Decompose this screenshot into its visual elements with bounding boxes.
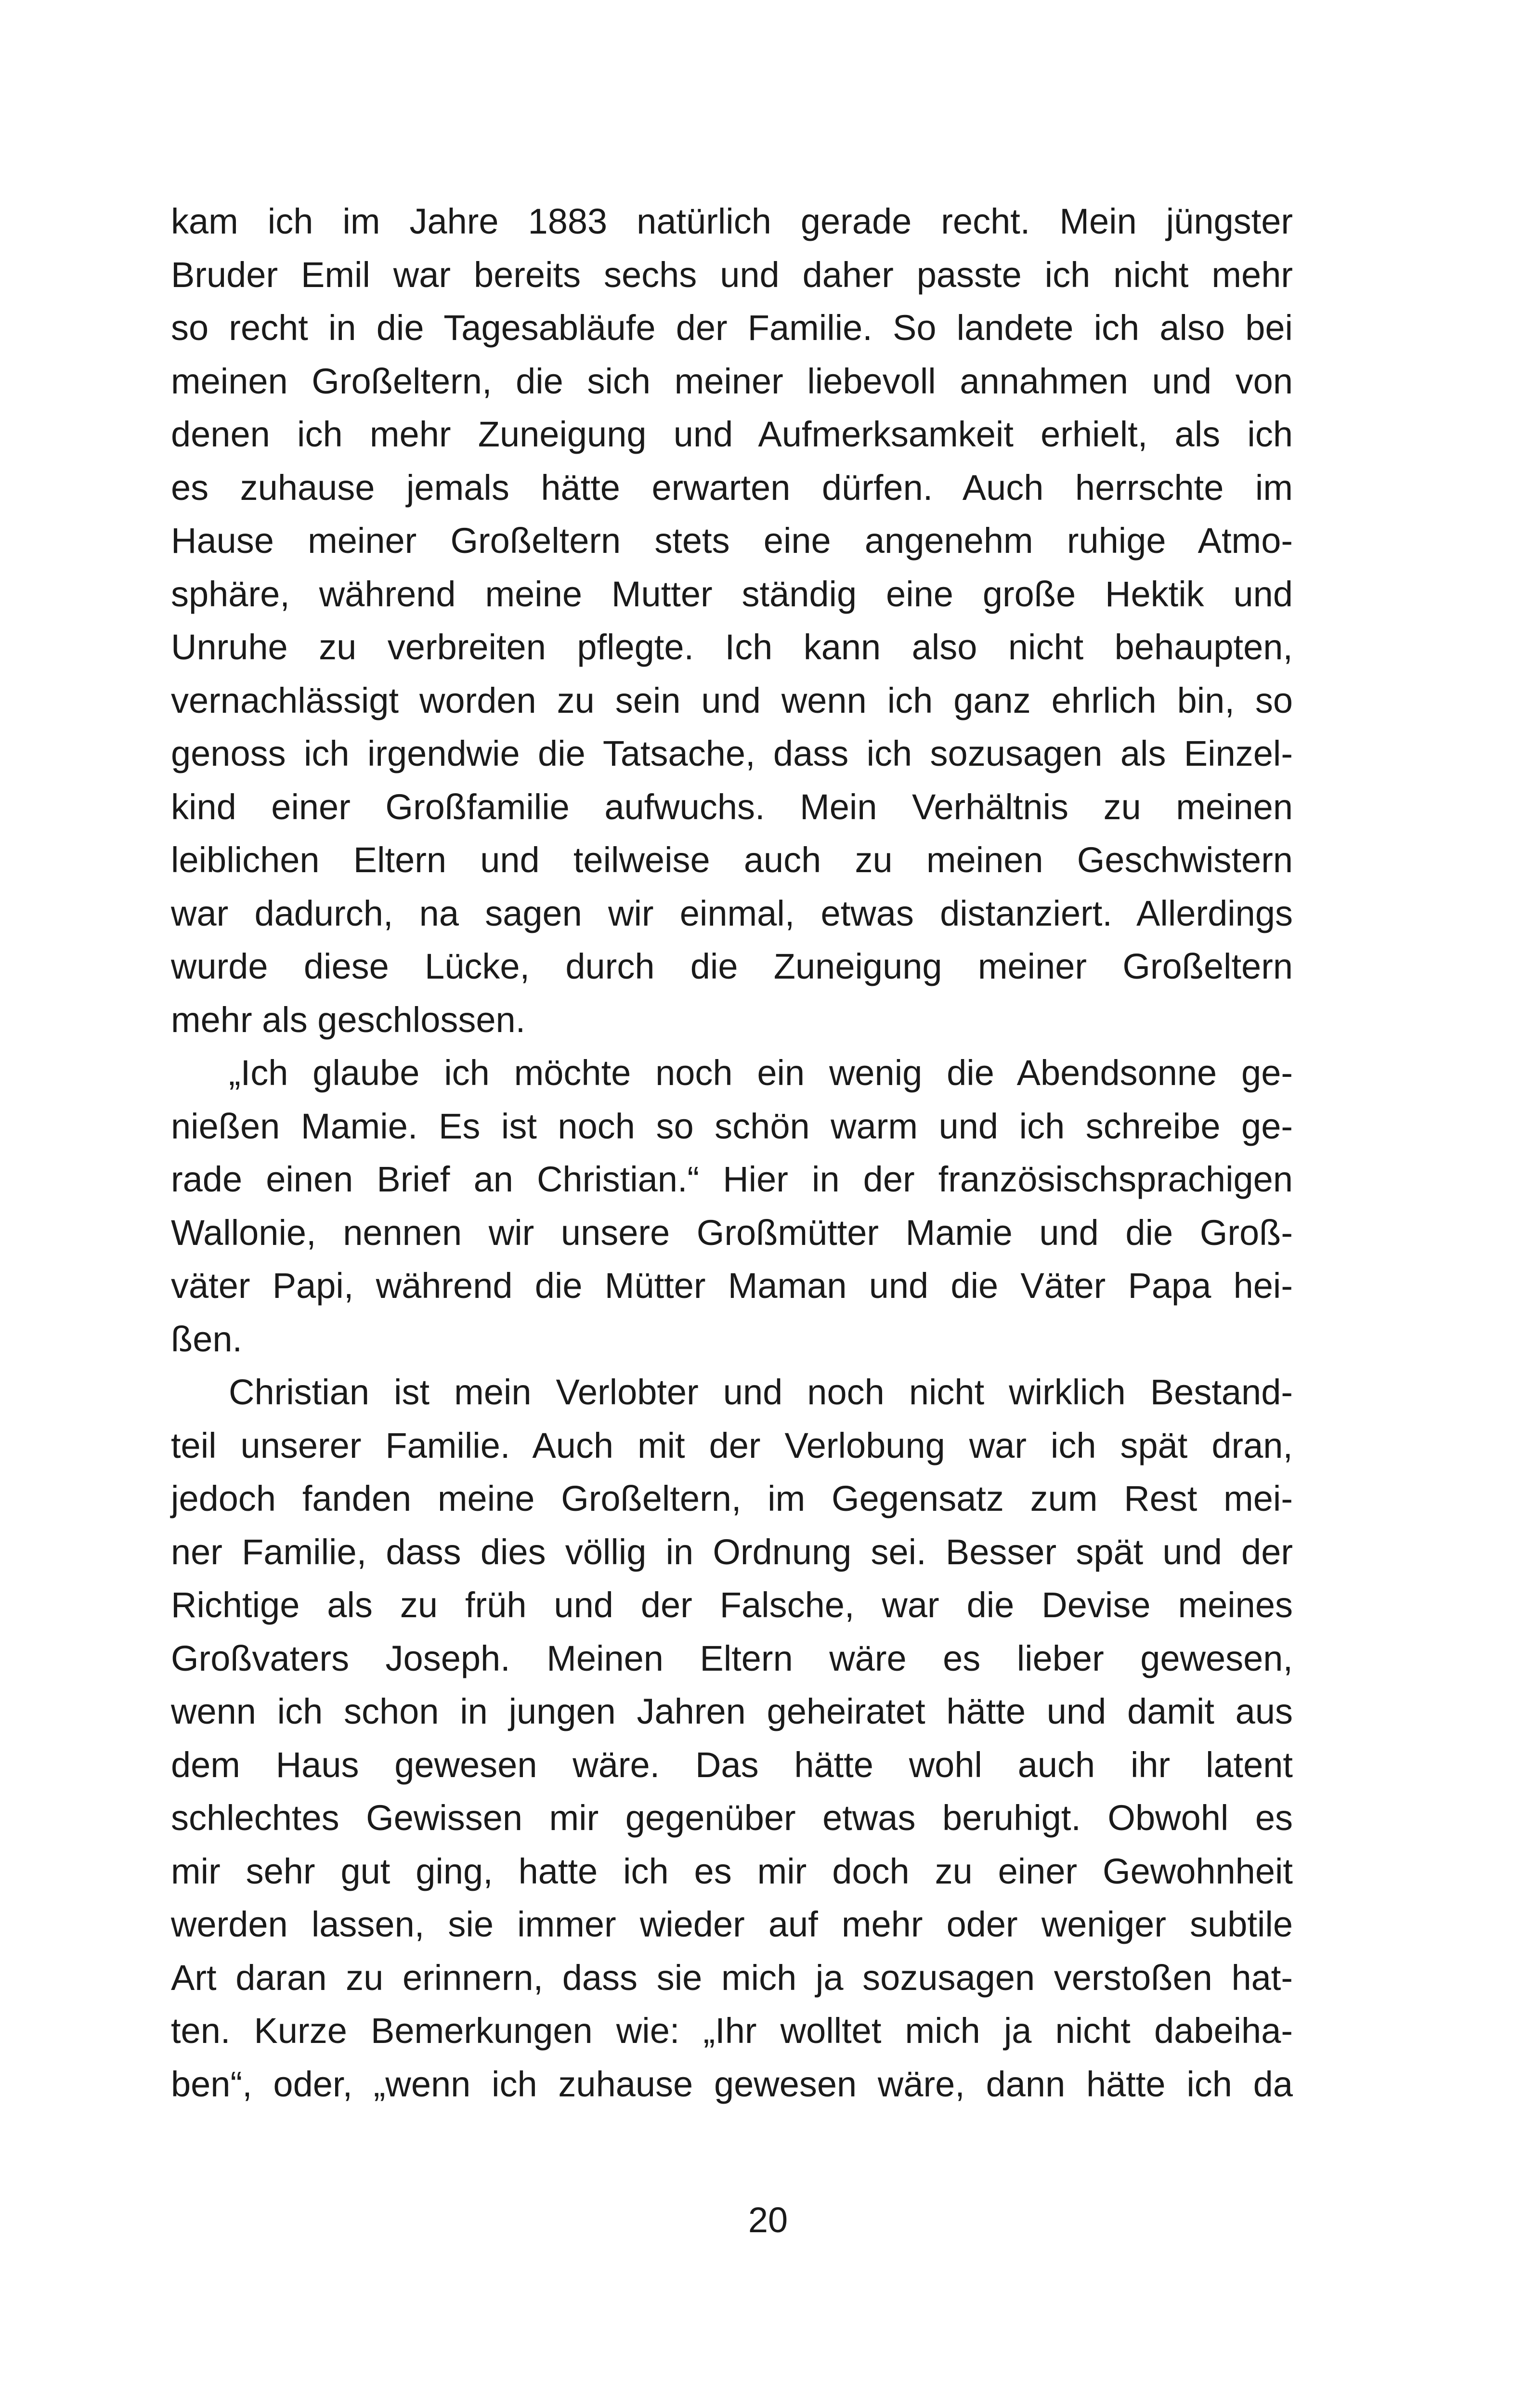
page-number: 20 xyxy=(748,2200,788,2240)
text-line: nießen Mamie. Es ist noch so schön warm und ich schreibe ge- xyxy=(171,1106,1293,1146)
text-line: sphäre, während meine Mutter ständig eine große Hektik und xyxy=(171,574,1293,614)
paragraph xyxy=(171,1366,1293,2111)
text-line: Unruhe zu verbreiten pflegte. Ich kann also nicht behaupten, xyxy=(171,627,1293,667)
text-line: Bruder Emil war bereits sechs und daher passte ich nicht mehr xyxy=(171,254,1293,295)
paragraph xyxy=(171,195,1293,1047)
text-line: Art daran zu erinnern, dass sie mich ja sozusagen verstoßen hat- xyxy=(171,1957,1293,1998)
text-line: Christian ist mein Verlobter und noch nicht wirklich Bestand- xyxy=(229,1372,1293,1412)
text-line: teil unserer Familie. Auch mit der Verlobung war ich spät dran, xyxy=(171,1425,1293,1466)
text-line: jedoch fanden meine Großeltern, im Gegensatz zum Rest mei- xyxy=(171,1479,1293,1518)
text-line: war dadurch, na sagen wir einmal, etwas distanziert. Allerdings xyxy=(171,893,1293,933)
text-line: werden lassen, sie immer wieder auf mehr oder weniger subtile xyxy=(171,1904,1293,1944)
text-line: es zuhause jemals hätte erwarten dürfen. Auch herrschte im xyxy=(171,467,1293,508)
text-line: kam ich im Jahre 1883 natürlich gerade recht. Mein jüngster xyxy=(171,201,1293,241)
text-line: meinen Großeltern, die sich meiner liebevoll annahmen und von xyxy=(171,361,1293,401)
text-line: rade einen Brief an Christian.“ Hier in der französischsprachigen xyxy=(171,1159,1293,1199)
text-line: dem Haus gewesen wäre. Das hätte wohl auch ihr latent xyxy=(171,1744,1293,1785)
text-line: „Ich glaube ich möchte noch ein wenig die Abendsonne ge- xyxy=(229,1053,1293,1093)
text-line: ben“, oder, „wenn ich zuhause gewesen wäre, dann hätte ich da xyxy=(171,2064,1293,2104)
text-line: Hause meiner Großeltern stets eine angenehm ruhige Atmo- xyxy=(171,521,1293,561)
text-line: kind einer Großfamilie aufwuchs. Mein Verhältnis zu meinen xyxy=(171,786,1293,827)
text-line: Wallonie, nennen wir unsere Großmütter Mamie und die Groß- xyxy=(171,1212,1293,1253)
text-line: wurde diese Lücke, durch die Zuneigung meiner Großeltern xyxy=(171,946,1293,986)
text-line: denen ich mehr Zuneigung und Aufmerksamkeit erhielt, als ich xyxy=(171,414,1293,454)
text-line: leiblichen Eltern und teilweise auch zu meinen Geschwistern xyxy=(171,840,1293,880)
text-line: ten. Kurze Bemerkungen wie: „Ihr wolltet mich ja nicht dabeiha- xyxy=(171,2011,1293,2051)
text-line: schlechtes Gewissen mir gegenüber etwas beruhigt. Obwohl es xyxy=(171,1798,1293,1838)
text-line: so recht in die Tagesabläufe der Familie. So landete ich also bei xyxy=(171,308,1293,348)
text-line: genoss ich irgendwie die Tatsache, dass ich sozusagen als Einzel- xyxy=(171,733,1293,773)
text-line: ner Familie, dass dies völlig in Ordnung sei. Besser spät und der xyxy=(171,1531,1293,1572)
text-line: Richtige als zu früh und der Falsche, war die Devise meines xyxy=(171,1585,1293,1625)
text-line: wenn ich schon in jungen Jahren geheiratet hätte und damit aus xyxy=(171,1691,1293,1731)
text-line: mehr als geschlossen. xyxy=(171,999,526,1040)
paragraph xyxy=(171,1047,1293,1366)
text-line: ßen. xyxy=(171,1319,243,1359)
text-line: Großvaters Joseph. Meinen Eltern wäre es lieber gewesen, xyxy=(171,1638,1293,1678)
text-line: vernachlässigt worden zu sein und wenn ich ganz ehrlich bin, so xyxy=(171,680,1293,720)
body-text xyxy=(171,195,1293,2111)
text-line: väter Papi, während die Mütter Maman und die Väter Papa hei- xyxy=(171,1266,1293,1306)
text-line: mir sehr gut ging, hatte ich es mir doch zu einer Gewohnheit xyxy=(171,1851,1293,1891)
